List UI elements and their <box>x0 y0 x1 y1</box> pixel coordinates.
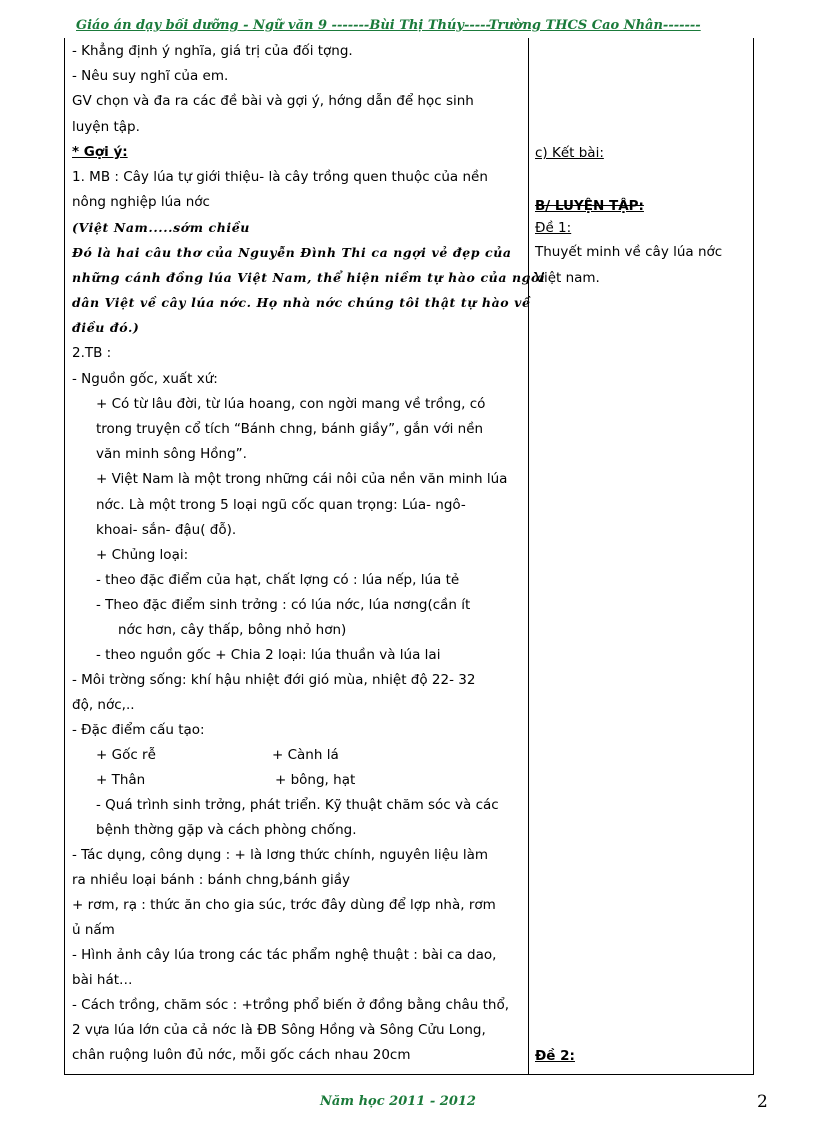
text-line: nớc hơn, cây thấp, bông nhỏ hơn) <box>118 622 347 638</box>
text-line: - Tác dụng, công dụng : + là lơng thức chính, nguyên liệu làm <box>72 847 489 863</box>
quote-line: dân Việt về cây lúa nớc. Họ nhà nớc chúng tôi thật tự hào về <box>72 295 531 310</box>
quote-line: những cánh đồng lúa Việt Nam, thể hiện niềm tự hào của ngời <box>72 270 546 285</box>
text-line: 2.TB : <box>72 345 112 361</box>
text-line: ra nhiều loại bánh : bánh chng,bánh giầy <box>72 872 351 888</box>
text-line: + Việt Nam là một trong những cái nôi của nền văn minh lúa <box>96 471 508 487</box>
text-line: + Chủng loại: <box>96 547 189 563</box>
text-line: - Hình ảnh cây lúa trong các tác phẩm nghệ thuật : bài ca dao, <box>72 947 497 963</box>
conclusion-heading: c) Kết bài: <box>535 145 604 161</box>
text-line: + rơm, rạ : thức ăn cho gia súc, trớc đây dùng để lợp nhà, rơm <box>72 897 496 913</box>
text-line: - Nguồn gốc, xuất xứ: <box>72 371 218 387</box>
page-header: Giáo án dạy bồi dưỡng - Ngữ văn 9 -------Bùi Thị Thúy-----Trường THCS Cao Nhân------- <box>76 18 701 33</box>
text-line: - Khẳng định ý nghĩa, giá trị của đối tợng. <box>72 43 353 59</box>
text-line: khoai- sắn- đậu( đỗ). <box>96 522 237 538</box>
hint-heading: * Gợi ý: <box>72 144 128 160</box>
text-line: 2 vựa lúa lớn của cả nớc là ĐB Sông Hồng và Sông Cửu Long, <box>72 1022 486 1038</box>
text-line: + bông, hạt <box>275 772 356 788</box>
text-line: luyện tập. <box>72 119 140 135</box>
text-line: nông nghiệp lúa nớc <box>72 194 210 210</box>
quote-line: (Việt Nam.....sớm chiều <box>72 220 250 235</box>
page-footer: Năm học 2011 - 2012 <box>320 1094 476 1109</box>
text-line: + Cành lá <box>272 747 339 763</box>
exercise-2-label: Đề 2: <box>535 1048 575 1064</box>
text-line: - Cách trồng, chăm sóc : +trồng phổ biến ở đồng bằng châu thổ, <box>72 997 510 1013</box>
text-line: - Quá trình sinh trởng, phát triển. Kỹ thuật chăm sóc và các <box>96 797 499 813</box>
text-line: - Môi trờng sống: khí hậu nhiệt đới gió mùa, nhiệt độ 22- 32 <box>72 672 476 688</box>
text-line: nớc. Là một trong 5 loại ngũ cốc quan trọng: Lúa- ngô- <box>96 497 466 513</box>
text-line: - Theo đặc điểm sinh trởng : có lúa nớc, lúa nơng(cần ít <box>96 597 471 613</box>
text-line: - theo đặc điểm của hạt, chất lợng có : lúa nếp, lúa tẻ <box>96 572 460 588</box>
text-line: + Gốc rễ <box>96 747 156 763</box>
exercise-1-text: Thuyết minh về cây lúa nớc <box>535 244 723 260</box>
quote-line: điều đó.) <box>72 320 140 335</box>
exercise-1-text: Việt nam. <box>535 270 600 286</box>
text-line: bệnh thờng gặp và cách phòng chống. <box>96 822 357 838</box>
page-number: 2 <box>757 1092 768 1112</box>
text-line: 1. MB : Cây lúa tự giới thiệu- là cây trồng quen thuộc của nền <box>72 169 488 185</box>
column-divider <box>528 38 529 1074</box>
text-line: chân ruộng luôn đủ nớc, mỗi gốc cách nhau 20cm <box>72 1047 411 1063</box>
text-line: GV chọn và đa ra các đề bài và gợi ý, hớng dẫn để học sinh <box>72 93 474 109</box>
text-line: độ, nớc,.. <box>72 697 135 713</box>
text-line: - Đặc điểm cấu tạo: <box>72 722 205 738</box>
practice-heading: B/ LUYỆN TẬP: <box>535 198 644 214</box>
exercise-1-label: Đề 1: <box>535 220 572 236</box>
text-line: - theo nguồn gốc + Chia 2 loại: lúa thuần và lúa lai <box>96 647 441 663</box>
text-line: trong truyện cổ tích “Bánh chng, bánh giầy”, gắn với nền <box>96 421 484 437</box>
text-line: ủ nấm <box>72 922 115 938</box>
quote-line: Đó là hai câu thơ của Nguyễn Đình Thi ca ngợi vẻ đẹp của <box>72 245 512 260</box>
text-line: + Có từ lâu đời, từ lúa hoang, con ngời mang về trồng, có <box>96 396 486 412</box>
text-line: + Thân <box>96 772 146 788</box>
text-line: bài hát… <box>72 972 133 988</box>
text-line: - Nêu suy nghĩ của em. <box>72 68 229 84</box>
text-line: văn minh sông Hồng”. <box>96 446 247 462</box>
